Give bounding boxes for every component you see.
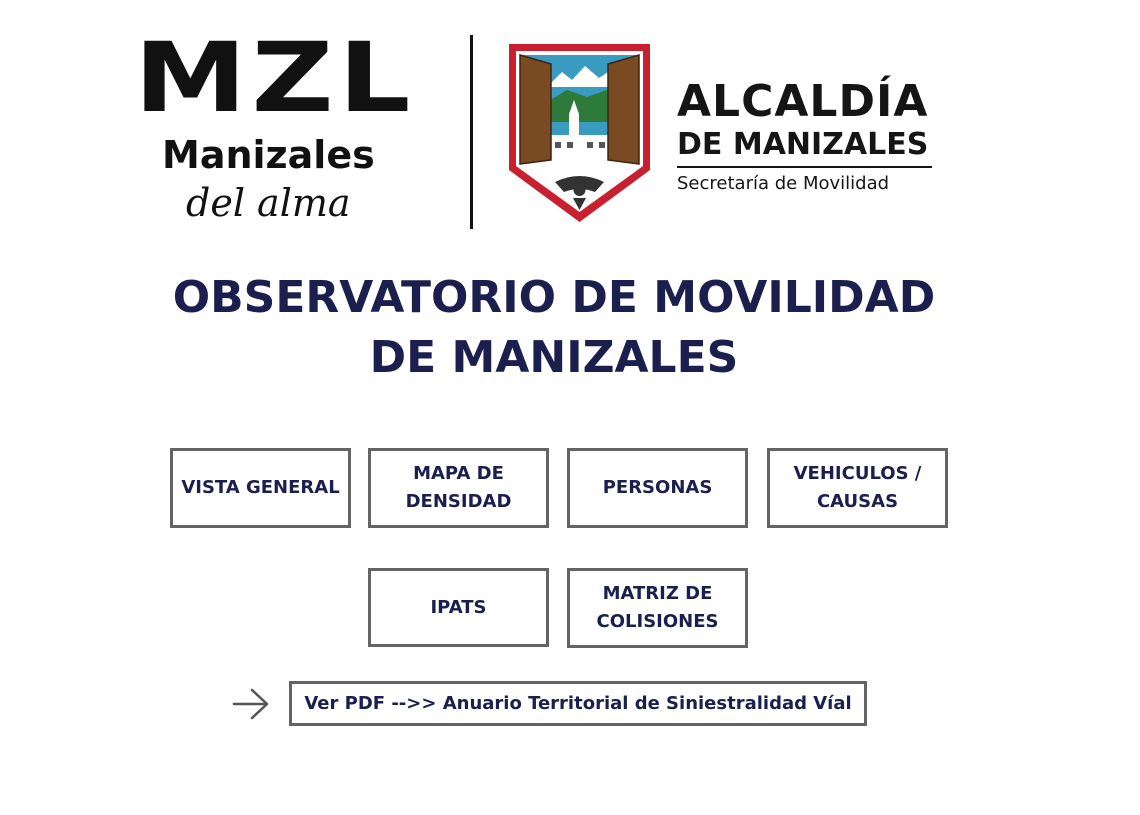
mzl-logo bbox=[130, 22, 440, 228]
vehiculos-causas-button[interactable]: VEHICULOS / CAUSAS bbox=[767, 448, 948, 528]
vista-general-button[interactable]: VISTA GENERAL bbox=[170, 448, 351, 528]
matriz-colisiones-button[interactable]: MATRIZ DE COLISIONES bbox=[567, 568, 748, 648]
mzl-logo-mark: MZL bbox=[134, 22, 416, 134]
page-title bbox=[0, 268, 1108, 388]
page-title-line-2: DE MANIZALES bbox=[369, 332, 739, 383]
alcaldia-subtitle: DE MANIZALES bbox=[677, 127, 929, 162]
page-title-line-1: OBSERVATORIO DE MOVILIDAD bbox=[172, 272, 936, 323]
alcaldia-logo bbox=[677, 76, 939, 194]
ipats-button[interactable]: IPATS bbox=[368, 568, 549, 647]
mzl-logo-tagline: del alma bbox=[186, 181, 351, 225]
arrow-right-icon bbox=[232, 686, 270, 722]
logo-divider bbox=[470, 35, 473, 229]
coat-of-arms-icon bbox=[507, 42, 652, 224]
personas-button[interactable]: PERSONAS bbox=[567, 448, 748, 528]
alcaldia-department: Secretaría de Movilidad bbox=[677, 173, 890, 194]
alcaldia-rule bbox=[677, 166, 932, 168]
pdf-anuario-link[interactable]: Ver PDF -->> Anuario Territorial de Siniestralidad Víal bbox=[289, 681, 867, 726]
mzl-logo-city: Manizales bbox=[162, 133, 375, 177]
mapa-densidad-button[interactable]: MAPA DE DENSIDAD bbox=[368, 448, 549, 528]
alcaldia-title: ALCALDÍA bbox=[677, 76, 929, 127]
